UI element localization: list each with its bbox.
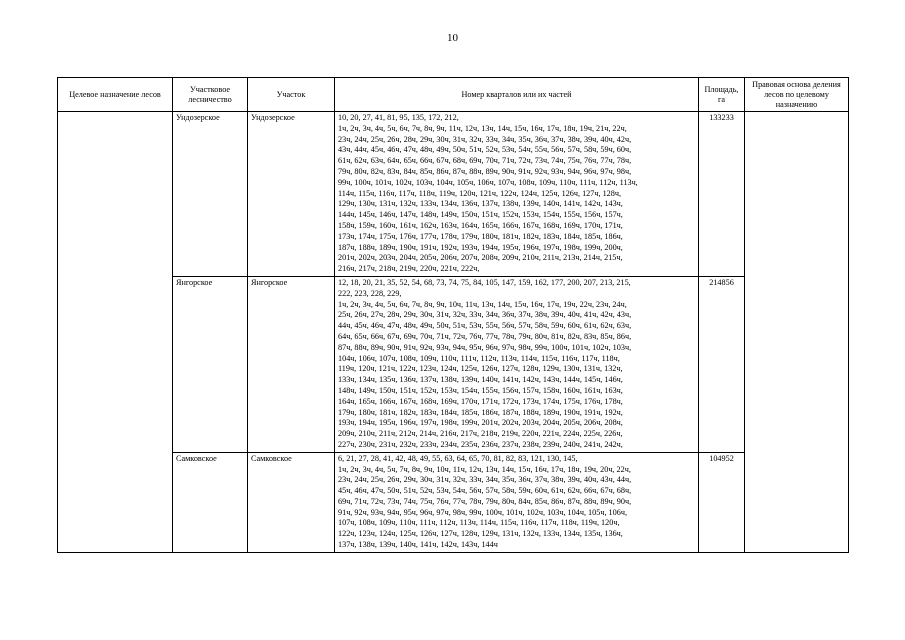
quarter-line: 158ч, 159ч, 160ч, 161ч, 162ч, 163ч, 164ч, 165ч, 166ч, 167ч, 168ч, 169ч, 170ч, 171ч, (338, 220, 623, 230)
quarter-line: 216ч, 217ч, 218ч, 219ч, 220ч, 221ч, 222ч, (338, 264, 480, 274)
quarter-line: 43ч, 44ч, 45ч, 46ч, 47ч, 48ч, 49ч, 50ч, 51ч, 52ч, 53ч, 54ч, 55ч, 56ч, 57ч, 58ч, 59ч, 60ч, (338, 145, 632, 155)
quarter-line: 129ч, 130ч, 131ч, 132ч, 133ч, 134ч, 136ч, 137ч, 138ч, 139ч, 140ч, 141ч, 142ч, 143ч, (338, 199, 623, 209)
quarter-line: 45ч, 46ч, 47ч, 50ч, 51ч, 52ч, 53ч, 54ч, 56ч, 57ч, 58ч, 59ч, 60ч, 61ч, 62ч, 66ч, 67ч, 68ч, (338, 486, 632, 496)
quarter-line: 1ч, 2ч, 3ч, 4ч, 5ч, 6ч, 7ч, 8ч, 9ч, 11ч, 12ч, 13ч, 14ч, 15ч, 16ч, 17ч, 18ч, 19ч, 21ч, 22ч, (338, 123, 627, 133)
quarter-line: 179ч, 180ч, 181ч, 182ч, 183ч, 184ч, 185ч, 186ч, 187ч, 188ч, 189ч, 190ч, 191ч, 192ч, (338, 407, 623, 417)
header-quarters: Номер кварталов или их частей (335, 78, 699, 112)
quarter-line: 222, 223, 228, 229, (338, 288, 402, 298)
quarter-line: 64ч, 65ч, 66ч, 67ч, 69ч, 70ч, 71ч, 72ч, 76ч, 77ч, 78ч, 79ч, 80ч, 81ч, 82ч, 83ч, 85ч, 86ч, (338, 331, 632, 341)
quarter-line: 12, 18, 20, 21, 35, 52, 54, 68, 73, 74, 75, 84, 105, 147, 159, 162, 177, 200, 207, 213, 215, (338, 277, 631, 287)
header-site: Участок (248, 78, 335, 112)
site-cell: Ундозерское (248, 112, 335, 277)
site-cell: Самковское (248, 452, 335, 552)
quarter-line: 87ч, 88ч, 89ч, 90ч, 91ч, 92ч, 93ч, 94ч, 95ч, 96ч, 97ч, 98ч, 99ч, 100ч, 101ч, 102ч, 103ч, (338, 342, 632, 352)
quarter-line: 114ч, 115ч, 116ч, 117ч, 118ч, 119ч, 120ч, 121ч, 122ч, 124ч, 125ч, 126ч, 127ч, 128ч, (338, 188, 622, 198)
quarter-line: 44ч, 45ч, 46ч, 47ч, 48ч, 49ч, 50ч, 51ч, 53ч, 55ч, 56ч, 57ч, 58ч, 59ч, 60ч, 61ч, 62ч, 63ч, (338, 321, 632, 331)
quarter-line: 69ч, 71ч, 72ч, 73ч, 74ч, 75ч, 76ч, 77ч, 78ч, 79ч, 80ч, 84ч, 85ч, 86ч, 87ч, 88ч, 89ч, 90ч, (338, 496, 632, 506)
area-cell: 104952 (699, 452, 745, 552)
page-number: 10 (447, 32, 458, 44)
quarter-line: 61ч, 62ч, 63ч, 64ч, 65ч, 66ч, 67ч, 68ч, 69ч, 70ч, 71ч, 72ч, 73ч, 74ч, 75ч, 76ч, 77ч, 78ч, (338, 156, 632, 166)
quarter-line: 6, 21, 27, 28, 41, 42, 48, 49, 55, 63, 64, 65, 70, 81, 82, 83, 121, 130, 145, (338, 453, 578, 463)
quarter-line: 1ч, 2ч, 3ч, 4ч, 5ч, 7ч, 8ч, 9ч, 10ч, 11ч, 12ч, 13ч, 14ч, 15ч, 16ч, 17ч, 18ч, 19ч, 20ч, 22ч, (338, 464, 631, 474)
quarters-cell (335, 276, 699, 452)
quarter-line: 187ч, 188ч, 189ч, 190ч, 191ч, 192ч, 193ч, 194ч, 195ч, 196ч, 197ч, 198ч, 199ч, 200ч, (338, 242, 623, 252)
legal-basis-cell (745, 112, 849, 553)
quarter-line: 148ч, 149ч, 150ч, 151ч, 152ч, 153ч, 154ч, 155ч, 156ч, 157ч, 158ч, 160ч, 161ч, 163ч, (338, 385, 623, 395)
quarter-line: 122ч, 123ч, 124ч, 125ч, 126ч, 127ч, 128ч, 129ч, 131ч, 132ч, 133ч, 134ч, 135ч, 136ч, (338, 529, 623, 539)
quarter-line: 227ч, 230ч, 231ч, 232ч, 233ч, 234ч, 235ч, 236ч, 237ч, 238ч, 239ч, 240ч, 241ч, 242ч, (338, 439, 623, 449)
table-header-row (58, 78, 849, 112)
table-row (58, 112, 849, 277)
quarter-line: 25ч, 26ч, 27ч, 28ч, 29ч, 30ч, 31ч, 32ч, 33ч, 34ч, 36ч, 37ч, 38ч, 39ч, 40ч, 41ч, 42ч, 43ч, (338, 310, 632, 320)
quarters-cell (335, 112, 699, 277)
header-purpose: Целевое назначение лесов (58, 78, 173, 112)
district-cell: Самковское (173, 452, 248, 552)
quarter-line: 173ч, 174ч, 175ч, 176ч, 177ч, 178ч, 179ч, 180ч, 181ч, 182ч, 183ч, 184ч, 185ч, 186ч, (338, 231, 623, 241)
header-area: Площадь, га (699, 78, 745, 112)
table-row (58, 452, 849, 552)
quarter-line: 79ч, 80ч, 82ч, 83ч, 84ч, 85ч, 86ч, 87ч, 88ч, 89ч, 90ч, 91ч, 92ч, 93ч, 94ч, 96ч, 97ч, 98ч, (338, 166, 632, 176)
quarter-line: 91ч, 92ч, 93ч, 94ч, 95ч, 96ч, 97ч, 98ч, 99ч, 100ч, 101ч, 102ч, 103ч, 104ч, 105ч, 106ч, (338, 507, 627, 517)
quarter-line: 10, 20, 27, 41, 81, 95, 135, 172, 212, (338, 113, 459, 122)
district-cell: Ундозерское (173, 112, 248, 277)
quarter-line: 23ч, 24ч, 25ч, 26ч, 29ч, 30ч, 31ч, 32ч, 33ч, 34ч, 35ч, 36ч, 37ч, 38ч, 39ч, 40ч, 43ч, 44ч, (338, 475, 632, 485)
header-legal: Правовая основа деления лесов по целевому назначению (745, 78, 849, 112)
quarters-cell (335, 452, 699, 552)
area-cell: 214856 (699, 276, 745, 452)
quarter-line: 209ч, 210ч, 211ч, 212ч, 214ч, 216ч, 217ч, 218ч, 219ч, 220ч, 221ч, 224ч, 225ч, 226ч, (338, 429, 623, 439)
site-cell: Янгорское (248, 276, 335, 452)
quarter-line: 23ч, 24ч, 25ч, 26ч, 28ч, 29ч, 30ч, 31ч, 32ч, 33ч, 34ч, 35ч, 36ч, 37ч, 38ч, 39ч, 40ч, 42ч, (338, 134, 632, 144)
quarter-line: 201ч, 202ч, 203ч, 204ч, 205ч, 206ч, 207ч, 208ч, 209ч, 210ч, 211ч, 213ч, 214ч, 215ч, (338, 253, 623, 263)
quarter-line: 137ч, 138ч, 139ч, 140ч, 141ч, 142ч, 143ч, 144ч (338, 540, 498, 550)
quarter-line: 193ч, 194ч, 195ч, 196ч, 197ч, 198ч, 199ч, 201ч, 202ч, 203ч, 204ч, 205ч, 206ч, 208ч, (338, 418, 623, 428)
quarter-line: 107ч, 108ч, 109ч, 110ч, 111ч, 112ч, 113ч, 114ч, 115ч, 116ч, 117ч, 118ч, 119ч, 120ч, (338, 518, 620, 528)
area-cell: 133233 (699, 112, 745, 277)
quarter-line: 99ч, 100ч, 101ч, 102ч, 103ч, 104ч, 105ч, 106ч, 107ч, 108ч, 109ч, 110ч, 111ч, 112ч, 113ч, (338, 177, 638, 187)
quarter-line: 1ч, 2ч, 3ч, 4ч, 5ч, 6ч, 7ч, 8ч, 9ч, 10ч, 11ч, 13ч, 14ч, 15ч, 16ч, 17ч, 19ч, 22ч, 23ч, 24ч, (338, 299, 627, 309)
purpose-cell (58, 112, 173, 553)
table-row (58, 276, 849, 452)
quarter-line: 164ч, 165ч, 166ч, 167ч, 168ч, 169ч, 170ч, 171ч, 172ч, 173ч, 174ч, 175ч, 176ч, 178ч, (338, 396, 623, 406)
quarter-line: 104ч, 106ч, 107ч, 108ч, 109ч, 110ч, 111ч, 112ч, 113ч, 114ч, 115ч, 116ч, 117ч, 118ч, (338, 353, 620, 363)
forest-quarters-table (57, 77, 849, 553)
header-district: Участковое лесничество (173, 78, 248, 112)
quarter-line: 133ч, 134ч, 135ч, 136ч, 137ч, 138ч, 139ч, 140ч, 141ч, 142ч, 143ч, 144ч, 145ч, 146ч, (338, 375, 623, 385)
quarter-line: 119ч, 120ч, 121ч, 122ч, 123ч, 124ч, 125ч, 126ч, 127ч, 128ч, 129ч, 130ч, 131ч, 132ч, (338, 364, 623, 374)
district-cell: Янгорское (173, 276, 248, 452)
quarter-line: 144ч, 145ч, 146ч, 147ч, 148ч, 149ч, 150ч, 151ч, 152ч, 153ч, 154ч, 155ч, 156ч, 157ч, (338, 210, 623, 220)
